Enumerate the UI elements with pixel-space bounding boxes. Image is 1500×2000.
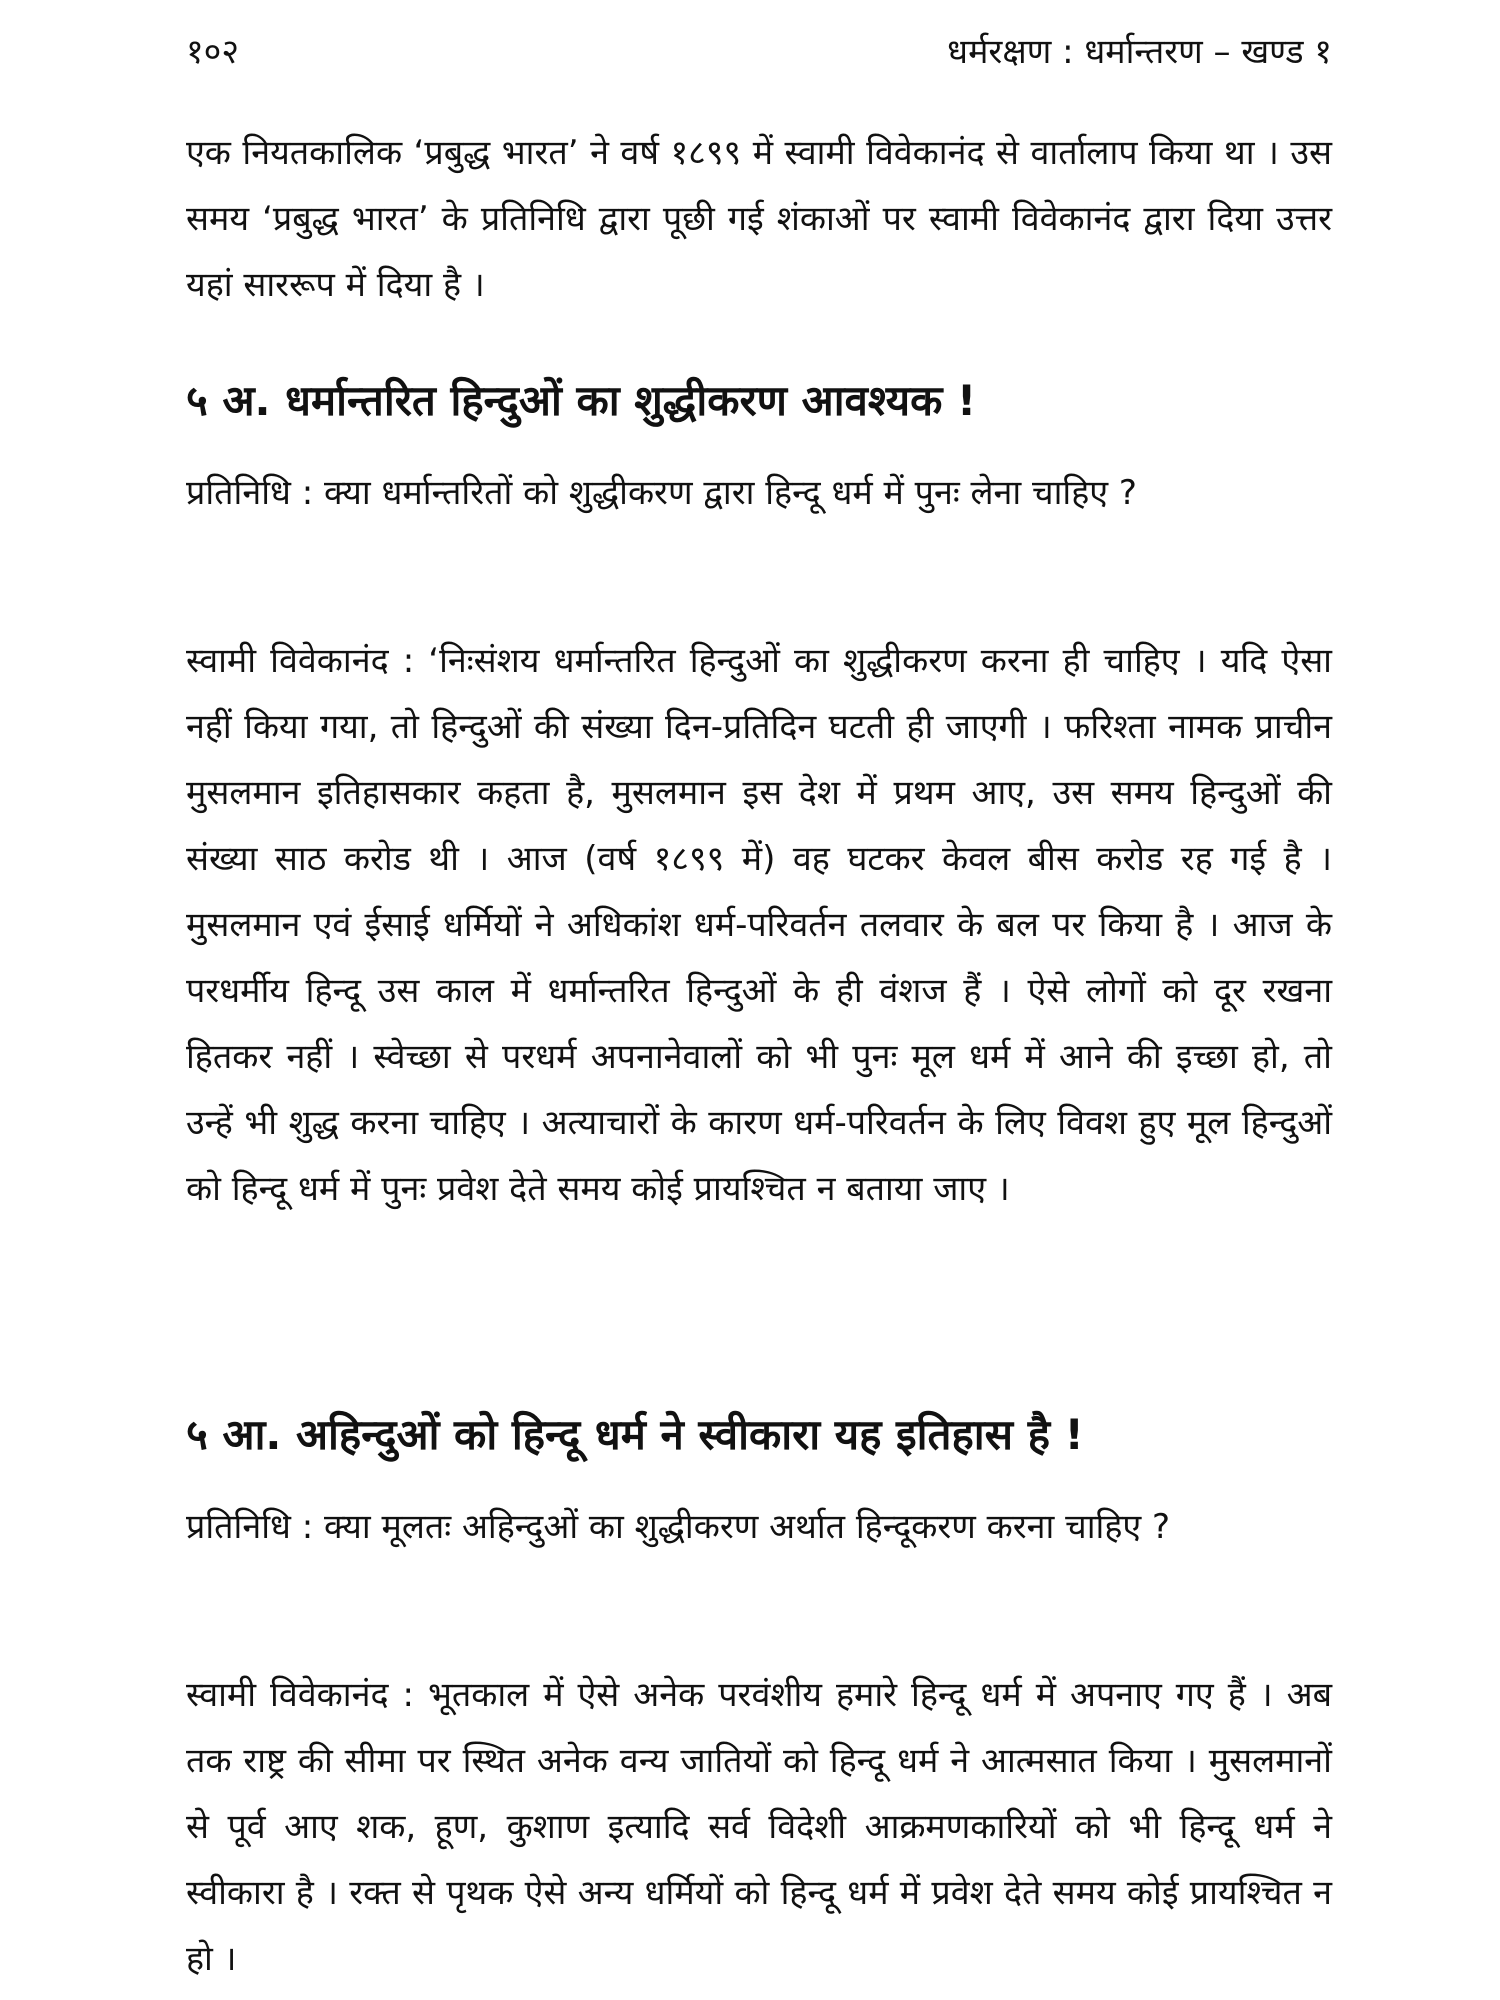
answer-text: ‘निःसंशय धर्मान्तरित हिन्दुओं का शुद्धीकरण करना ही चाहिए । यदि ऐसा नहीं किया गया, तो हिन्दुओं की संख्या दिन-प्रतिदिन घटती ही जाएगी । फरिश्ता नामक प्राचीन मुसलमान इतिहासकार कहता है, मुसलमान इस देश में प्रथम आए, उस समय हिन्दुओं की संख्या साठ करोड थी । आज (वर्ष १८९९ में) वह घटकर केवल बीस करोड रह गई है । मुसलमान एवं ईसाई धर्मियों ने अधिकांश धर्म-परिवर्तन तलवार के बल पर किया है । आज के परधर्मीय हिन्दू उस काल में धर्मान्तरित हिन्दुओं के ही वंशज हैं । ऐसे लोगों को दूर रखना हितकर नहीं । स्वेच्छा से परधर्म अपनानेवालों को भी पुनः मूल धर्म में आने की इच्छा हो, तो उन्हें भी शुद्ध करना चाहिए । अत्याचारों के कारण धर्म-परिवर्तन के लिए विवश हुए मूल हिन्दुओं को हिन्दू धर्म में पुनः प्रवेश देते समय कोई प्रायश्चित न बताया जाए । — [186, 641, 1332, 1209]
intro-paragraph: एक नियतकालिक ‘प्रबुद्ध भारत’ ने वर्ष १८९९ में स्वामी विवेकानंद से वार्तालाप किया था । उस समय ‘प्रबुद्ध भारत’ के प्रतिनिधि द्वारा पूछी गई शंकाओं पर स्वामी विवेकानंद द्वारा दिया उत्तर यहां साररूप में दिया है । — [186, 133, 1332, 305]
question-paragraph-5a — [186, 460, 1332, 526]
page-number: १०२ — [186, 32, 240, 72]
question-text: क्या धर्मान्तरितों को शुद्धीकरण द्वारा हिन्दू धर्म में पुनः लेना चाहिए ? — [313, 473, 1137, 513]
section-heading-5aa: ५ आ. अहिन्दुओं को हिन्दू धर्म ने स्वीकारा यह इतिहास है ! — [186, 1410, 1084, 1459]
running-header: धर्मरक्षण : धर्मान्तरण – खण्ड १ — [947, 32, 1332, 72]
answer-paragraph-5a — [186, 628, 1332, 1222]
question-speaker: प्रतिनिधि : — [186, 473, 314, 513]
answer-speaker: स्वामी विवेकानंद : — [186, 1675, 414, 1715]
question-text: क्या मूलतः अहिन्दुओं का शुद्धीकरण अर्थात हिन्दूकरण करना चाहिए ? — [313, 1507, 1171, 1547]
answer-speaker: स्वामी विवेकानंद : — [186, 641, 415, 681]
section-heading-5a: ५ अ. धर्मान्तरित हिन्दुओं का शुद्धीकरण आवश्यक ! — [186, 376, 977, 425]
answer-paragraph-5aa — [186, 1662, 1332, 1992]
question-paragraph-5aa — [186, 1494, 1332, 1560]
question-speaker: प्रतिनिधि : — [186, 1507, 314, 1547]
answer-text: भूतकाल में ऐसे अनेक परवंशीय हमारे हिन्दू धर्म में अपनाए गए हैं । अब तक राष्ट्र की सीमा पर स्थित अनेक वन्य जातियों को हिन्दू धर्म ने आत्मसात किया । मुसलमानों से पूर्व आए शक, हूण, कुशाण इत्यादि सर्व विदेशी आक्रमणकारियों को भी हिन्दू धर्म ने स्वीकारा है । रक्त से पृथक ऐसे अन्य धर्मियों को हिन्दू धर्म में प्रवेश देते समय कोई प्रायश्चित न हो । — [186, 1675, 1332, 1979]
